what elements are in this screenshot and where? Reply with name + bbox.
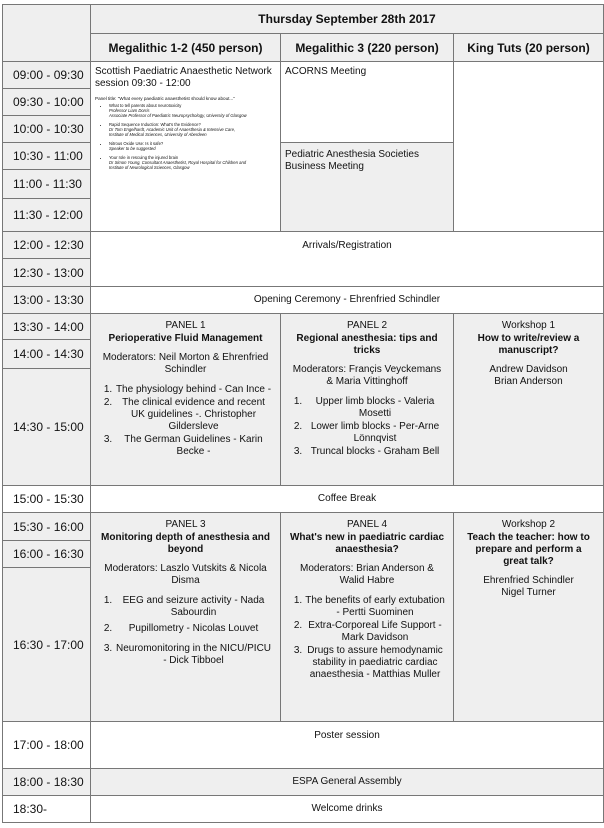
king-tuts-morning-cell: [453, 61, 604, 232]
time-slot: 09:30 - 10:00: [2, 88, 91, 116]
workshop-1-person: Andrew Davidson: [489, 364, 568, 375]
list-item: 2. Pupillometry - Nicolas Louvet: [115, 623, 272, 635]
workshop-1-person: Brian Anderson: [494, 376, 563, 387]
workshop-1-label: Workshop 1: [501, 320, 556, 331]
list-item: 2. Extra-Corporeal Life Support - Mark Davidson: [305, 620, 445, 644]
panel-3-label: PANEL 3: [165, 519, 206, 530]
workshop-2-label: Workshop 2: [501, 519, 556, 530]
workshop-1-cell: [453, 313, 604, 486]
panel-2-talks: [289, 396, 445, 458]
time-slot: 12:00 - 12:30: [2, 231, 91, 259]
time-slot: 11:00 - 11:30: [2, 169, 91, 199]
scottish-session-title: Scottish Paediatric Anaesthetic Network session 09:30 - 12:00: [95, 66, 272, 89]
list-item: • Nitrous Oxide Use: Is it safe? Speaker to be suggested: [109, 141, 276, 151]
workshop-2-cell: [453, 512, 604, 722]
time-slot: 15:00 - 15:30: [2, 485, 91, 513]
poster-session-cell: Poster session: [90, 721, 604, 769]
time-slot: 12:30 - 13:00: [2, 258, 91, 287]
list-item: 1. Upper limb blocks - Valeria Mosetti: [305, 396, 445, 420]
time-slot: 14:00 - 14:30: [2, 339, 91, 369]
list-item: • What to tell parents about neurotoxicity Professor Liam Dorris Associate Professor of Paediatric Neuropsychology, University of Glasgow: [109, 103, 276, 118]
panel-2-moderators: Moderators: Françis Veyckemans & Maria Vittinghoff: [292, 364, 442, 387]
time-slot: 16:00 - 16:30: [2, 540, 91, 568]
list-item: 1. EEG and seizure activity - Nada Sabourdin: [115, 595, 272, 619]
list-item: 3. Drugs to assure hemodynamic stability in paediatric cardiac anaesthesia - Matthias Muller: [305, 645, 445, 681]
time-slot: 14:30 - 15:00: [2, 368, 91, 486]
panel-1-talks: [99, 384, 272, 458]
list-item: 3. Neuromonitoring in the NICU/PICU - Dick Tibboel: [115, 643, 272, 667]
panel-4-label: PANEL 4: [346, 519, 388, 530]
panel-1-cell: [90, 313, 281, 486]
time-slot: 13:00 - 13:30: [2, 286, 91, 314]
panel-3-cell: [90, 512, 281, 722]
list-item: • Your role in rescuing the injured brain Dr Simon Young, Consultant Anaesthetist, Royal Hospital for Children and Institute of Neurological Sciences, Glasgow: [109, 155, 276, 170]
welcome-drinks-cell: Welcome drinks: [90, 795, 604, 823]
list-item: 1. The physiology behind - Can Ince -: [115, 384, 272, 396]
general-assembly-cell: ESPA General Assembly: [90, 768, 604, 796]
time-slot: 10:00 - 10:30: [2, 115, 91, 143]
panel-4-talks: [289, 595, 445, 681]
room-header-megalithic-3: Megalithic 3 (220 person): [280, 33, 454, 62]
date-header: Thursday September 28th 2017: [90, 4, 604, 34]
time-slot: 16:30 - 17:00: [2, 567, 91, 722]
panel-1-title: Perioperative Fluid Management: [108, 333, 263, 344]
workshop-2-person: Nigel Turner: [501, 587, 556, 598]
list-item: 3. The German Guidelines - Karin Becke -: [115, 434, 272, 458]
list-item: 2. Lower limb blocks - Per-Arne Lönnqvist: [305, 421, 445, 445]
panel-3-moderators: Moderators: Laszlo Vutskits & Nicola Disma: [104, 563, 267, 586]
panel-4-moderators: Moderators: Brian Anderson & Walid Habre: [300, 563, 434, 586]
list-item: 3. Truncal blocks - Graham Bell: [305, 446, 445, 458]
time-slot: 13:30 - 14:00: [2, 313, 91, 340]
panel-3-talks: [99, 595, 272, 667]
coffee-break-cell: Coffee Break: [90, 485, 604, 513]
time-slot: 18:30-: [2, 795, 91, 823]
arrivals-cell: Arrivals/Registration: [90, 231, 604, 287]
list-item: 1. The benefits of early extubation - Pertti Suominen: [305, 595, 445, 619]
room-header-megalithic-1-2: Megalithic 1-2 (450 person): [90, 33, 281, 62]
corner-cell: [2, 4, 91, 62]
pediatric-societies-cell: Pediatric Anesthesia Societies Business Meeting: [280, 142, 454, 232]
room-header-king-tuts: King Tuts (20 person): [453, 33, 604, 62]
time-slot: 17:00 - 18:00: [2, 721, 91, 769]
panel-3-title: Monitoring depth of anesthesia and beyond: [101, 532, 270, 555]
scottish-talk-list: [95, 103, 276, 170]
workshop-1-title: How to write/review a manuscript?: [477, 333, 580, 356]
list-item: • Rapid Sequence Induction: What's the Evidence? Dr Tom Engelhardt, Academic Unit of Anaesthesia & Intensive Care, Institute of Medical Sciences, University of Aberdeen: [109, 122, 276, 137]
time-slot: 18:00 - 18:30: [2, 768, 91, 796]
panel-1-moderators: Moderators: Neil Morton & Ehrenfried Schindler: [102, 352, 269, 375]
scottish-session-cell: [90, 61, 281, 232]
opening-ceremony-cell: Opening Ceremony - Ehrenfried Schindler: [90, 286, 604, 314]
time-slot: 11:30 - 12:00: [2, 198, 91, 232]
panel-4-title: What's new in paediatric cardiac anaesthesia?: [289, 532, 445, 555]
workshop-2-person: Ehrenfried Schindler: [483, 575, 574, 586]
time-slot: 10:30 - 11:00: [2, 142, 91, 170]
workshop-2-title: Teach the teacher: how to prepare and perform a great talk?: [467, 532, 590, 567]
panel-4-cell: [280, 512, 454, 722]
time-slot: 15:30 - 16:00: [2, 512, 91, 541]
scottish-panel-title: Panel title: "What every paediatric anaesthetist should know about...": [95, 96, 235, 101]
acorns-meeting-cell: ACORNS Meeting: [280, 61, 454, 143]
time-slot: 09:00 - 09:30: [2, 61, 91, 89]
panel-1-label: PANEL 1: [165, 320, 206, 331]
list-item: 2. The clinical evidence and recent UK guidelines -. Christopher Gildersleve: [115, 397, 272, 433]
panel-2-title: Regional anesthesia: tips and tricks: [296, 333, 438, 356]
panel-2-cell: [280, 313, 454, 486]
panel-2-label: PANEL 2: [346, 320, 388, 331]
